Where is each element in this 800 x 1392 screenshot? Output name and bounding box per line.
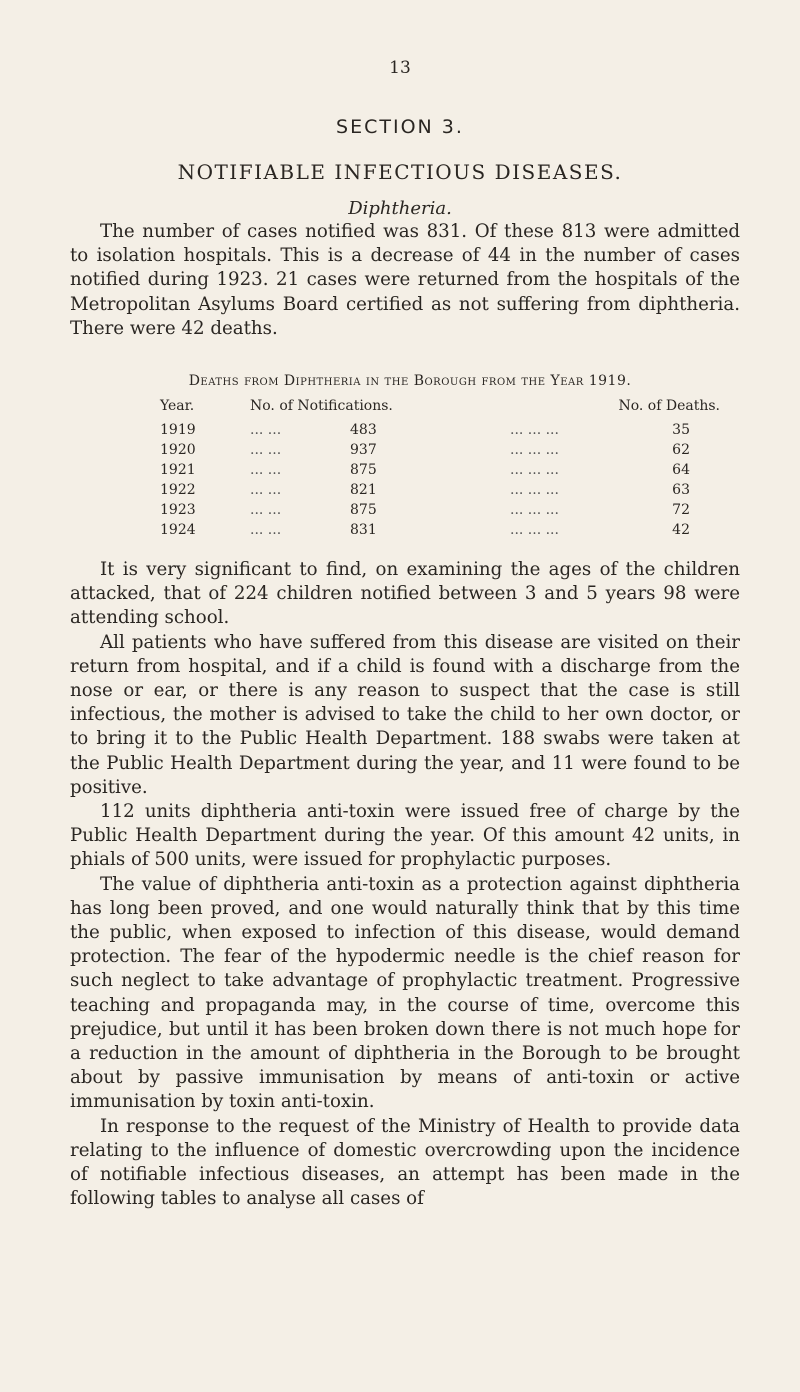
intro-paragraph-block bbox=[70, 220, 740, 341]
cell-year: 1924 bbox=[160, 522, 196, 538]
cell-notifications: 821 bbox=[350, 482, 377, 498]
cell-notifications: 831 bbox=[350, 522, 377, 538]
header-notifications: No. of Notifications. bbox=[250, 398, 393, 414]
paragraph: The number of cases notified was 831. Of these 813 were admitted to isolation hospitals. This is a decrease of 44 in the number of cases notified during 1923. 21 cases were returned from the hospitals of the Metropolitan Asylums Board certified as not suffering from diphtheria. There were 42 deaths. bbox=[70, 221, 740, 339]
cell-deaths: 72 bbox=[672, 502, 690, 518]
table-row bbox=[160, 460, 720, 480]
table-row bbox=[160, 520, 720, 540]
section-heading: SECTION 3. bbox=[336, 116, 464, 138]
cell-leader: ... ... bbox=[250, 522, 282, 538]
paragraph: 112 units diphtheria anti-toxin were issued free of charge by the Public Health Department during the year. Of this amount 42 units, in phials of 500 units, were issued for prophylactic purposes. bbox=[70, 801, 740, 871]
page-title: NOTIFIABLE INFECTIOUS DISEASES. bbox=[177, 160, 623, 184]
cell-year: 1923 bbox=[160, 502, 196, 518]
cell-leader: ... ... ... bbox=[510, 442, 559, 458]
cell-leader: ... ... bbox=[250, 422, 282, 438]
cell-leader: ... ... bbox=[250, 502, 282, 518]
cell-year: 1922 bbox=[160, 482, 196, 498]
paragraph: It is very significant to find, on examining the ages of the children attacked, that of 224 children notified between 3 and 5 years 98 were attending school. bbox=[70, 559, 740, 629]
cell-notifications: 483 bbox=[350, 422, 377, 438]
cell-notifications: 875 bbox=[350, 502, 377, 518]
body-text bbox=[70, 558, 740, 1211]
table-header-row bbox=[160, 396, 720, 420]
cell-notifications: 875 bbox=[350, 462, 377, 478]
cell-deaths: 42 bbox=[672, 522, 690, 538]
paragraph: The value of diphtheria anti-toxin as a protection against diphtheria has long been proved, and one would naturally think that by this time the public, when exposed to infection of this disease, would demand protection. The fear of the hypodermic needle is the chief reason for such neglect to take advantage of prophylactic treatment. Progressive teaching and propaganda may, in the course of time, overcome this prejudice, but until it has been broken down there is not much hope for a reduction in the amount of diphtheria in the Borough to be brought about by passive immunisation by means of anti-toxin or active immunisation by toxin anti-toxin. bbox=[70, 873, 740, 1113]
cell-leader: ... ... ... bbox=[510, 482, 559, 498]
cell-notifications: 937 bbox=[350, 442, 377, 458]
cell-leader: ... ... ... bbox=[510, 422, 559, 438]
cell-year: 1920 bbox=[160, 442, 196, 458]
page-number: 13 bbox=[389, 58, 411, 78]
cell-leader: ... ... ... bbox=[510, 462, 559, 478]
cell-deaths: 63 bbox=[672, 482, 690, 498]
table-row bbox=[160, 480, 720, 500]
cell-year: 1919 bbox=[160, 422, 196, 438]
cell-year: 1921 bbox=[160, 462, 196, 478]
cell-deaths: 64 bbox=[672, 462, 690, 478]
subtitle: Diphtheria. bbox=[348, 198, 452, 219]
table-caption: Deaths from Diphtheria in the Borough from the Year 1919. bbox=[188, 373, 632, 389]
cell-leader: ... ... ... bbox=[510, 502, 559, 518]
header-deaths: No. of Deaths. bbox=[618, 398, 720, 414]
table-row bbox=[160, 440, 720, 460]
deaths-table bbox=[160, 396, 720, 540]
paragraph: In response to the request of the Ministry of Health to provide data relating to the influence of domestic overcrowding upon the incidence of notifiable infectious diseases, an attempt has been made in the following tables to analyse all cases of bbox=[70, 1115, 740, 1210]
cell-deaths: 62 bbox=[672, 442, 690, 458]
cell-leader: ... ... bbox=[250, 482, 282, 498]
header-year: Year. bbox=[160, 398, 195, 414]
paragraph: All patients who have suffered from this disease are visited on their return from hospital, and if a child is found with a discharge from the nose or ear, or there is any reason to suspect that the case is still infectious, the mother is advised to take the child to her own doctor, or to bring it to the Public Health Department. 188 swabs were taken at the Public Health Department during the year, and 11 were found to be positive. bbox=[70, 631, 740, 798]
cell-leader: ... ... ... bbox=[510, 522, 559, 538]
cell-leader: ... ... bbox=[250, 462, 282, 478]
cell-leader: ... ... bbox=[250, 442, 282, 458]
table-row bbox=[160, 500, 720, 520]
table-row bbox=[160, 420, 720, 440]
cell-deaths: 35 bbox=[672, 422, 690, 438]
